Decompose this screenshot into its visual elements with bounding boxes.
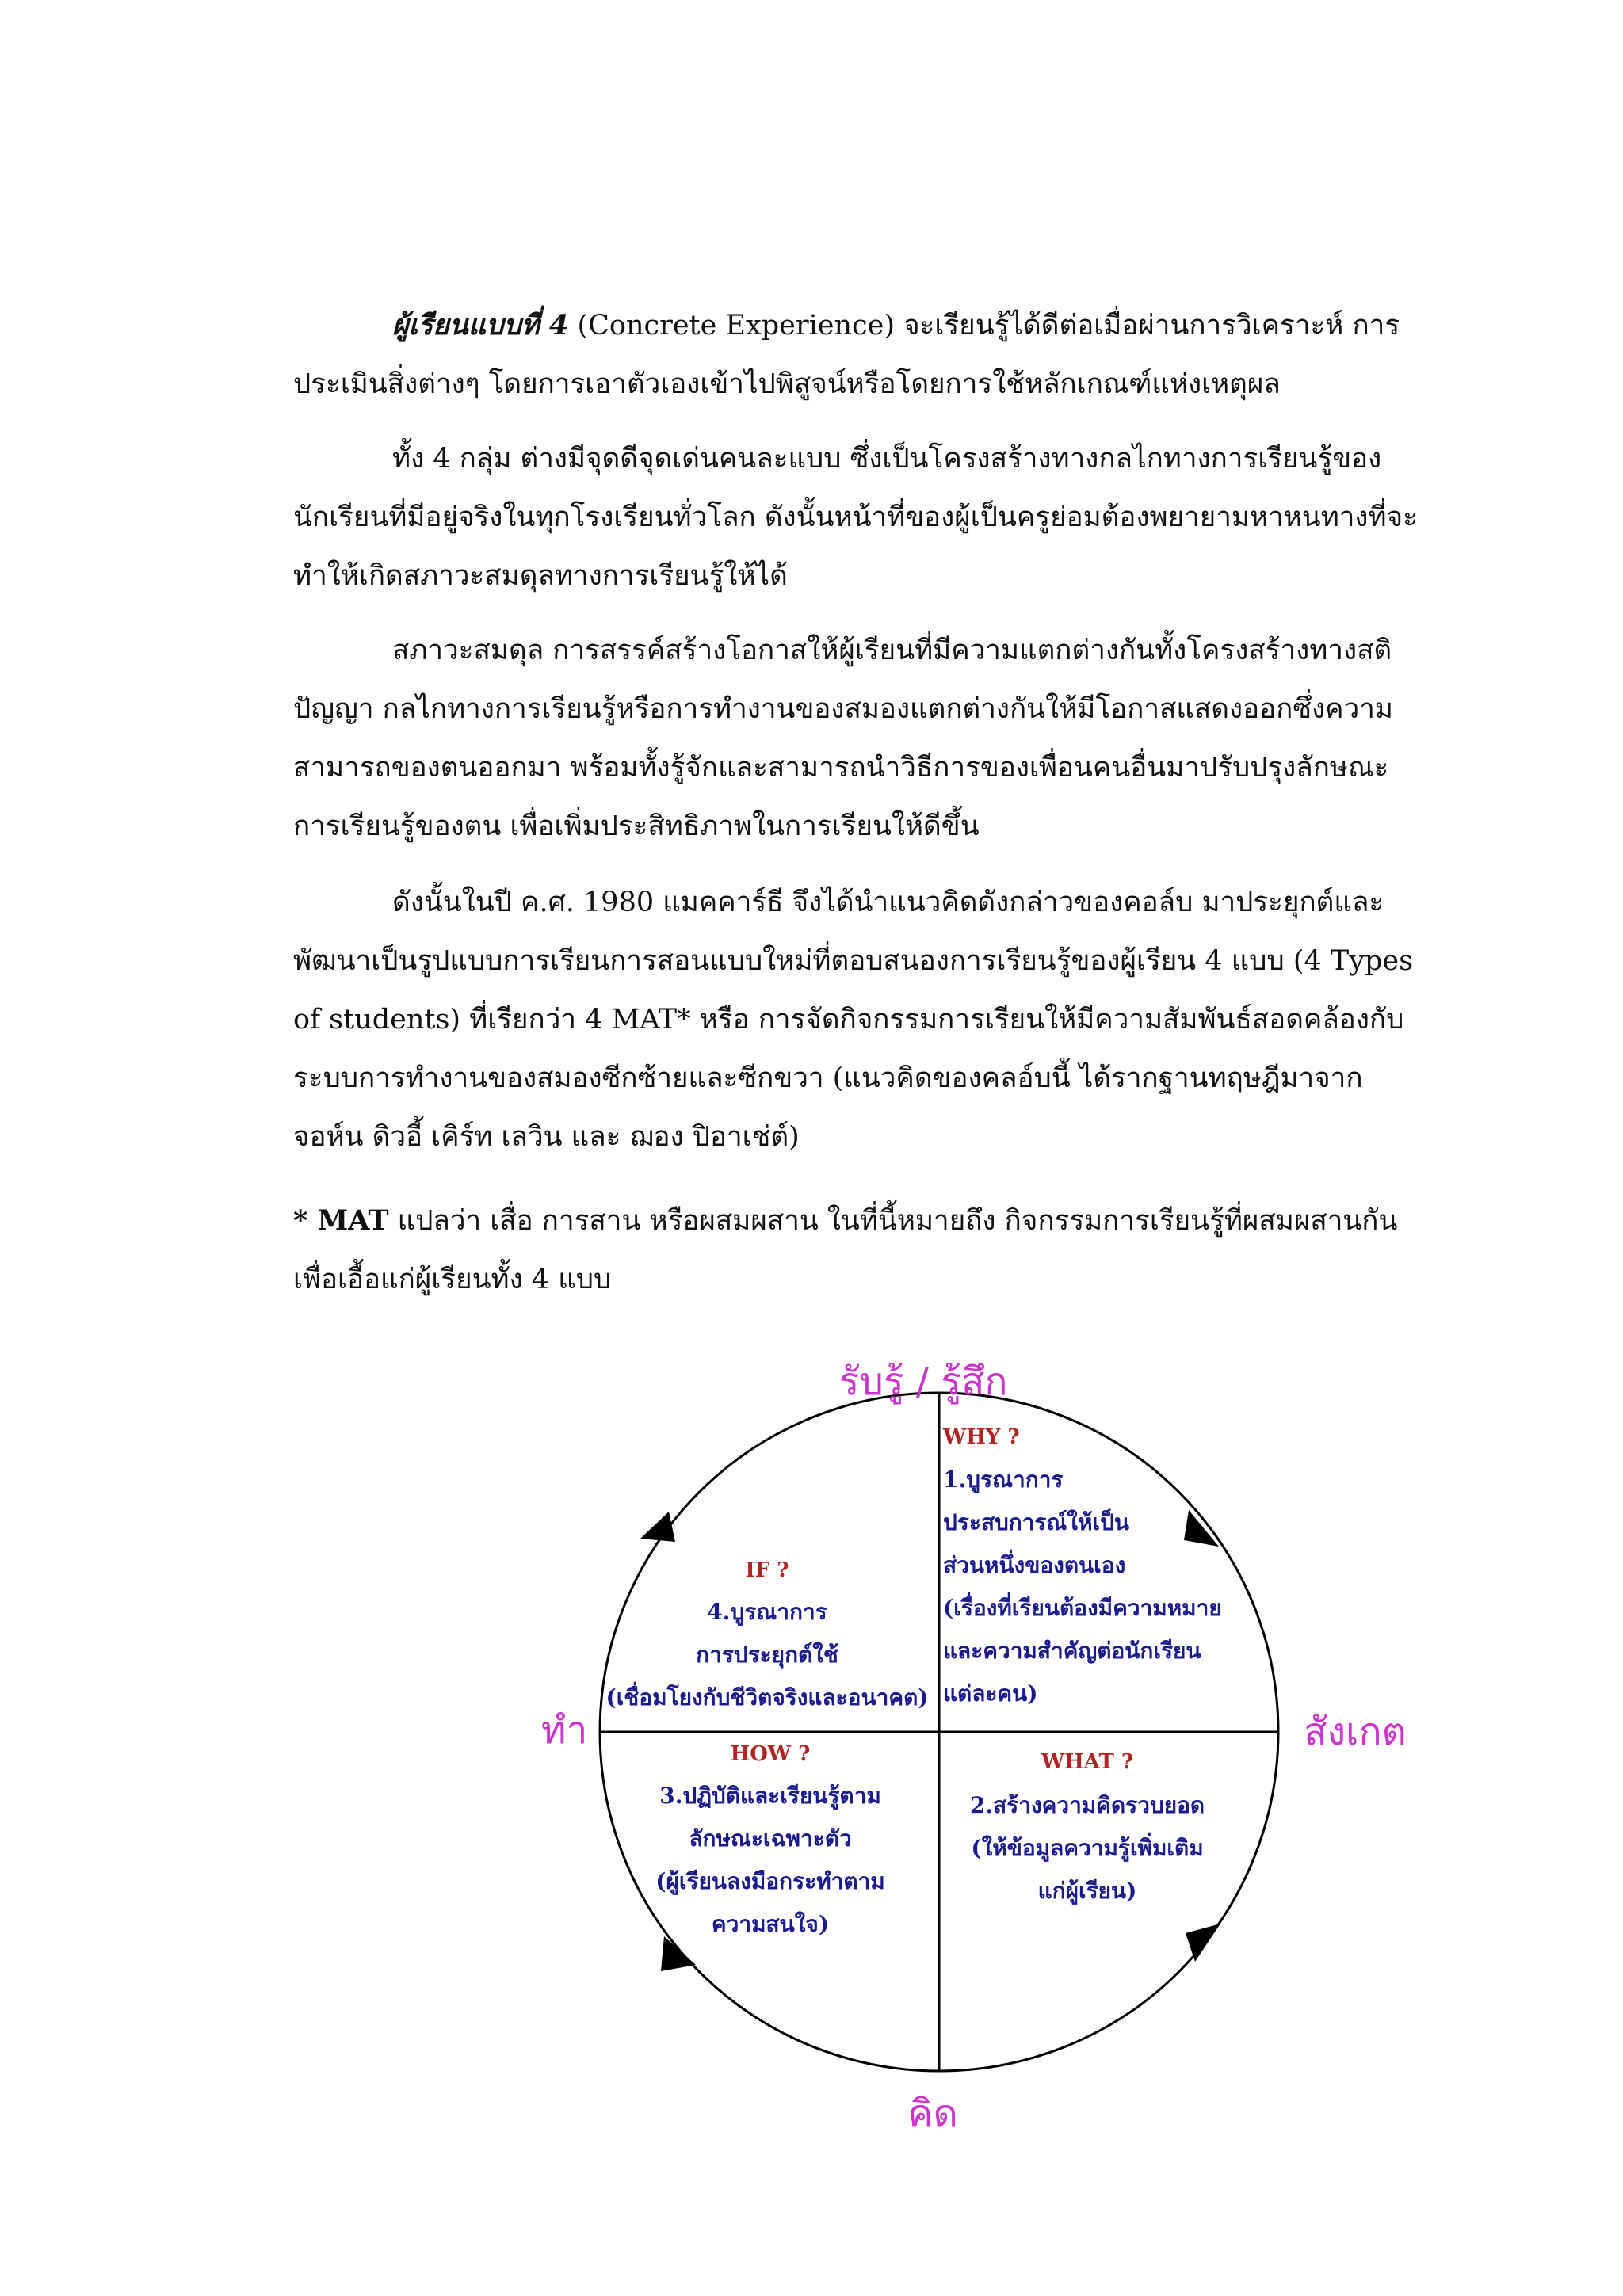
quadrant-if-title: IF ? xyxy=(745,1558,789,1582)
quadrant-if-line: 4.บูรณาการ xyxy=(707,1599,827,1625)
quadrant-how-line: ลักษณะเฉพาะตัว xyxy=(689,1825,852,1852)
quadrant-why-line: (เรื่องที่เรียนต้องมีความหมาย xyxy=(943,1595,1222,1621)
quadrant-what-line: แก่ผู้เรียน) xyxy=(1037,1878,1137,1904)
quadrant-why-line: แต่ละคน) xyxy=(943,1680,1038,1707)
learner-type-4-text: (Concrete Experience) จะเรียนรู้ได้ดีต่อเมื่อผ่านการวิเคราะห์ การประเมินสิ่งต่างๆ โดยการเอาตัวเองเข้าไปพิสูจน์หรือโดยการใช้หลักเกณฑ์แห่งเหตุผล xyxy=(293,310,1400,400)
axis-label-left: ทำ xyxy=(540,1708,588,1753)
quadrant-why-line: 1.บูรณาการ xyxy=(943,1466,1064,1493)
quadrant-how-line: 3.ปฏิบัติและเรียนรู้ตาม xyxy=(659,1783,881,1809)
balance-text: สภาวะสมดุล การสรรค์สร้างโอกาสให้ผู้เรียนที่มีความแตกต่างกันทั้งโครงสร้างทางสติปัญญา กลไกทางการเรียนรู้หรือการทำงานของสมองแตกต่างกันให้มีโอกาสแสดงออกซึ่งความสามารถของตนออกมา พร้อมทั้งรู้จักและสามารถนำวิธีการของเพื่อนคนอื่นมาปรับปรุงลักษณะการเรียนรู้ของตน เพื่อเพิ่มประสิทธิภาพในการเรียนให้ดีขึ้น xyxy=(293,635,1393,842)
learner-type-4-heading: ผู้เรียนแบบที่ 4 xyxy=(392,309,569,341)
arrow-right-bottom-icon xyxy=(1186,1924,1220,1962)
quadrant-how-line: (ผู้เรียนลงมือกระทำตาม xyxy=(655,1868,885,1894)
quadrant-what-title: WHAT ? xyxy=(1041,1750,1134,1774)
arrow-left-bottom-icon xyxy=(661,1936,696,1971)
quadrant-how-line: ความสนใจ) xyxy=(711,1911,830,1937)
arrow-left-top-icon xyxy=(640,1512,675,1542)
quadrant-why-line: ประสบการณ์ให้เป็น xyxy=(943,1509,1130,1535)
footnote-mat-term: * MAT xyxy=(293,1204,389,1237)
axis-label-right: สังเกต xyxy=(1304,1710,1407,1754)
quadrant-what-line: (ให้ข้อมูลความรู้เพิ่มเติม xyxy=(971,1835,1204,1861)
quadrant-if-line: การประยุกต์ใช้ xyxy=(696,1642,838,1668)
quadrant-what-line: 2.สร้างความคิดรวบยอด xyxy=(969,1792,1205,1818)
quadrant-why-title: WHY ? xyxy=(943,1425,1020,1449)
quadrant-how-title: HOW ? xyxy=(730,1742,811,1766)
axis-label-top: รับรู้ / รู้สึก xyxy=(838,1360,1008,1404)
quadrant-why-line: และความสำคัญต่อนักเรียน xyxy=(943,1638,1201,1664)
quadrant-if-line: (เชื่อมโยงกับชีวิตจริงและอนาคต) xyxy=(605,1684,929,1711)
four-groups-text: ทั้ง 4 กลุ่ม ต่างมีจุดดีจุดเด่นคนละแบบ ซึ่งเป็นโครงสร้างทางกลไกทางการเรียนรู้ของนักเรียนที่มีอยู่จริงในทุกโรงเรียนทั่วโลก ดังนั้นหน้าที่ของผู้เป็นครูย่อมต้องพยายามหาหนทางที่จะทำให้เกิดสภาวะสมดุลทางการเรียนรู้ให้ได้ xyxy=(293,443,1418,592)
footnote-mat-text: แปลว่า เสื่อ การสาน หรือผสมผสาน ในที่นี้หมายถึง กิจกรรมการเรียนรู้ที่ผสมผสานกันเพื่อเอื้อแก่ผู้เรียนทั้ง 4 แบบ xyxy=(293,1205,1398,1295)
quadrant-why-line: ส่วนหนึ่งของตนเอง xyxy=(943,1552,1126,1578)
4mat-origin-text: ดังนั้นในปี ค.ศ. 1980 แมคคาร์ธี จึงได้นำแนวคิดดังกล่าวของคอล์บ มาประยุกต์และพัฒนาเป็นรูปแบบการเรียนการสอนแบบใหม่ที่ตอบสนองการเรียนรู้ของผู้เรียน 4 แบบ (4 Types of students) ที่เรียกว่า 4 MAT* หรือ การจัดกิจกรรมการเรียนให้มีความสัมพันธ์สอดคล้องกับระบบการทำงานของสมองซีกซ้ายและซีกขวา (แนวคิดของคลอ์บนี้ ได้รากฐานทฤษฎีมาจาก จอห์น ดิวอี้ เคิร์ท เลวิน และ ฌอง ปิอาเช่ต์) xyxy=(293,887,1414,1153)
axis-label-bottom: คิด xyxy=(907,2092,958,2136)
